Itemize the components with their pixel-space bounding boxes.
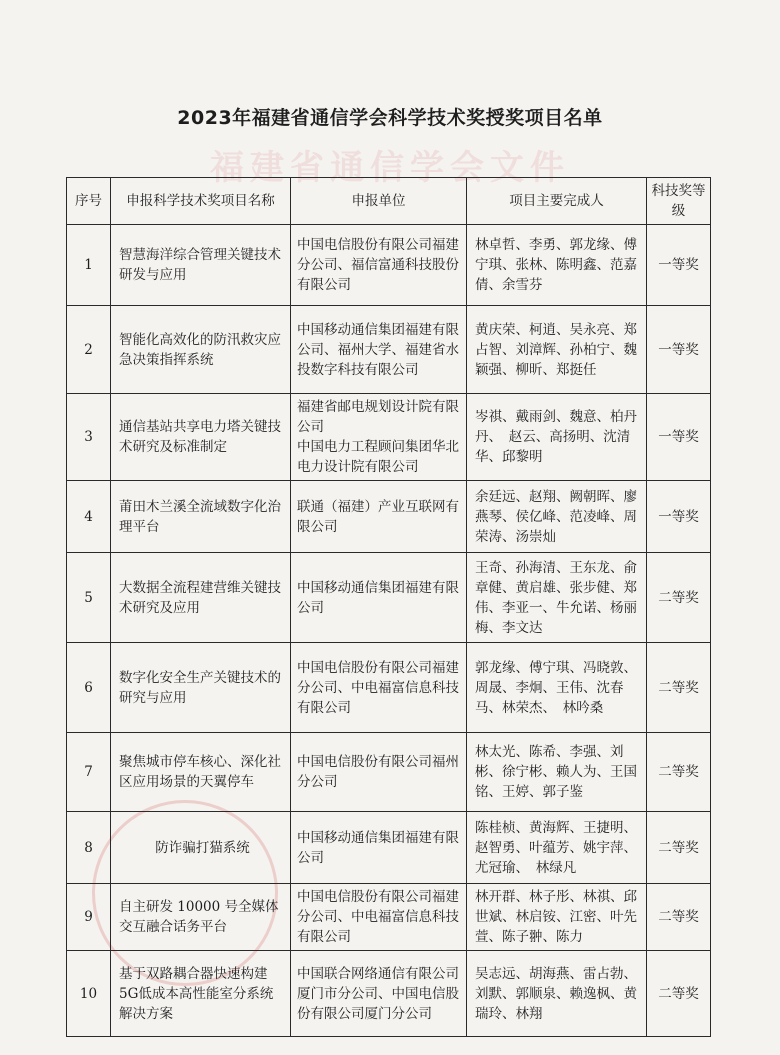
cell-unit: 中国电信股份有限公司福建分公司、中电福富信息科技有限公司 <box>291 884 467 951</box>
cell-name: 莆田木兰溪全流域数字化治理平台 <box>111 481 291 553</box>
cell-no: 10 <box>67 951 111 1037</box>
header-name: 申报科学技术奖项目名称 <box>111 178 291 225</box>
cell-level: 一等奖 <box>647 306 711 394</box>
cell-no: 8 <box>67 812 111 884</box>
cell-people: 王奇、孙海清、王东龙、俞章健、黄启雄、张步健、郑伟、李亚一、牛允诺、杨丽梅、李文达 <box>467 553 647 643</box>
cell-no: 1 <box>67 225 111 306</box>
cell-level: 二等奖 <box>647 643 711 733</box>
table-row <box>67 884 711 951</box>
cell-unit: 中国移动通信集团福建有限公司 <box>291 812 467 884</box>
cell-no: 9 <box>67 884 111 951</box>
cell-level: 二等奖 <box>647 951 711 1037</box>
cell-unit: 中国联合网络通信有限公司厦门市分公司、中国电信股份有限公司厦门分公司 <box>291 951 467 1037</box>
cell-no: 5 <box>67 553 111 643</box>
table-row <box>67 951 711 1037</box>
table-header-row <box>67 178 711 225</box>
cell-unit: 中国电信股份有限公司福建分公司、福信富通科技股份有限公司 <box>291 225 467 306</box>
table-row <box>67 733 711 812</box>
cell-no: 2 <box>67 306 111 394</box>
table-row <box>67 643 711 733</box>
cell-level: 二等奖 <box>647 553 711 643</box>
cell-name: 智能化高效化的防汛救灾应急决策指挥系统 <box>111 306 291 394</box>
cell-level: 二等奖 <box>647 884 711 951</box>
cell-name: 数字化安全生产关键技术的研究与应用 <box>111 643 291 733</box>
cell-unit: 中国移动通信集团福建有限公司 <box>291 553 467 643</box>
header-people: 项目主要完成人 <box>467 178 647 225</box>
table-row <box>67 306 711 394</box>
cell-name: 自主研发 10000 号全媒体交互融合话务平台 <box>111 884 291 951</box>
header-unit: 申报单位 <box>291 178 467 225</box>
cell-no: 7 <box>67 733 111 812</box>
cell-no: 4 <box>67 481 111 553</box>
cell-name: 聚焦城市停车核心、深化社区应用场景的天翼停车 <box>111 733 291 812</box>
cell-people: 岑祺、戴雨剑、魏意、柏丹丹、 赵云、高扬明、沈清华、邱黎明 <box>467 394 647 481</box>
table-row <box>67 553 711 643</box>
cell-people: 陈桂桢、黄海辉、王捷明、赵智勇、叶蕴芳、姚宇萍、尤冠瑜、 林绿凡 <box>467 812 647 884</box>
cell-no: 6 <box>67 643 111 733</box>
cell-people: 余廷远、赵翔、阙朝晖、廖燕琴、侯亿峰、范凌峰、周荣涛、汤崇灿 <box>467 481 647 553</box>
cell-name: 通信基站共享电力塔关键技术研究及标准制定 <box>111 394 291 481</box>
watermark-text: 福建省通信学会文件 <box>210 148 570 188</box>
table-row <box>67 481 711 553</box>
cell-name: 智慧海洋综合管理关键技术研发与应用 <box>111 225 291 306</box>
cell-people: 黄庆荣、柯逍、吴永亮、郑占智、刘漳辉、孙柏宁、魏颖强、柳昕、郑挺任 <box>467 306 647 394</box>
cell-level: 一等奖 <box>647 225 711 306</box>
cell-no: 3 <box>67 394 111 481</box>
cell-unit: 中国电信股份有限公司福州分公司 <box>291 733 467 812</box>
table-row <box>67 225 711 306</box>
cell-people: 林开群、林子彤、林祺、邱世斌、林启铵、江密、叶先萱、陈子翀、陈力 <box>467 884 647 951</box>
header-level: 科技奖等级 <box>647 178 711 225</box>
cell-name: 基于双路耦合器快速构建5G低成本高性能室分系统解决方案 <box>111 951 291 1037</box>
cell-level: 二等奖 <box>647 733 711 812</box>
cell-people: 郭龙缘、傅宁琪、冯晓敦、周晟、李炯、王伟、沈春马、林荣杰、 林吟桑 <box>467 643 647 733</box>
document-title: 2023年福建省通信学会科学技术奖授奖项目名单 <box>177 107 603 129</box>
award-table <box>66 177 711 1037</box>
cell-unit: 联通（福建）产业互联网有限公司 <box>291 481 467 553</box>
cell-unit: 福建省邮电规划设计院有限公司 中国电力工程顾问集团华北电力设计院有限公司 <box>291 394 467 481</box>
cell-level: 二等奖 <box>647 812 711 884</box>
header-no: 序号 <box>67 178 111 225</box>
cell-unit: 中国移动通信集团福建有限公司、福州大学、福建省水投数字科技有限公司 <box>291 306 467 394</box>
cell-name: 防诈骗打猫系统 <box>111 812 291 884</box>
cell-unit: 中国电信股份有限公司福建分公司、中电福富信息科技有限公司 <box>291 643 467 733</box>
table-row <box>67 394 711 481</box>
cell-name: 大数据全流程建营维关键技术研究及应用 <box>111 553 291 643</box>
cell-level: 一等奖 <box>647 394 711 481</box>
cell-people: 林卓哲、李勇、郭龙缘、傅宁琪、张林、陈明鑫、范嘉倩、余雪芬 <box>467 225 647 306</box>
cell-level: 一等奖 <box>647 481 711 553</box>
cell-people: 吴志远、胡海燕、雷占勃、刘默、郭顺泉、赖逸枫、黄瑞玲、林翔 <box>467 951 647 1037</box>
table-row <box>67 812 711 884</box>
cell-people: 林太光、陈希、李强、刘彬、徐宁彬、赖人为、王国铭、王婷、郭子鉴 <box>467 733 647 812</box>
